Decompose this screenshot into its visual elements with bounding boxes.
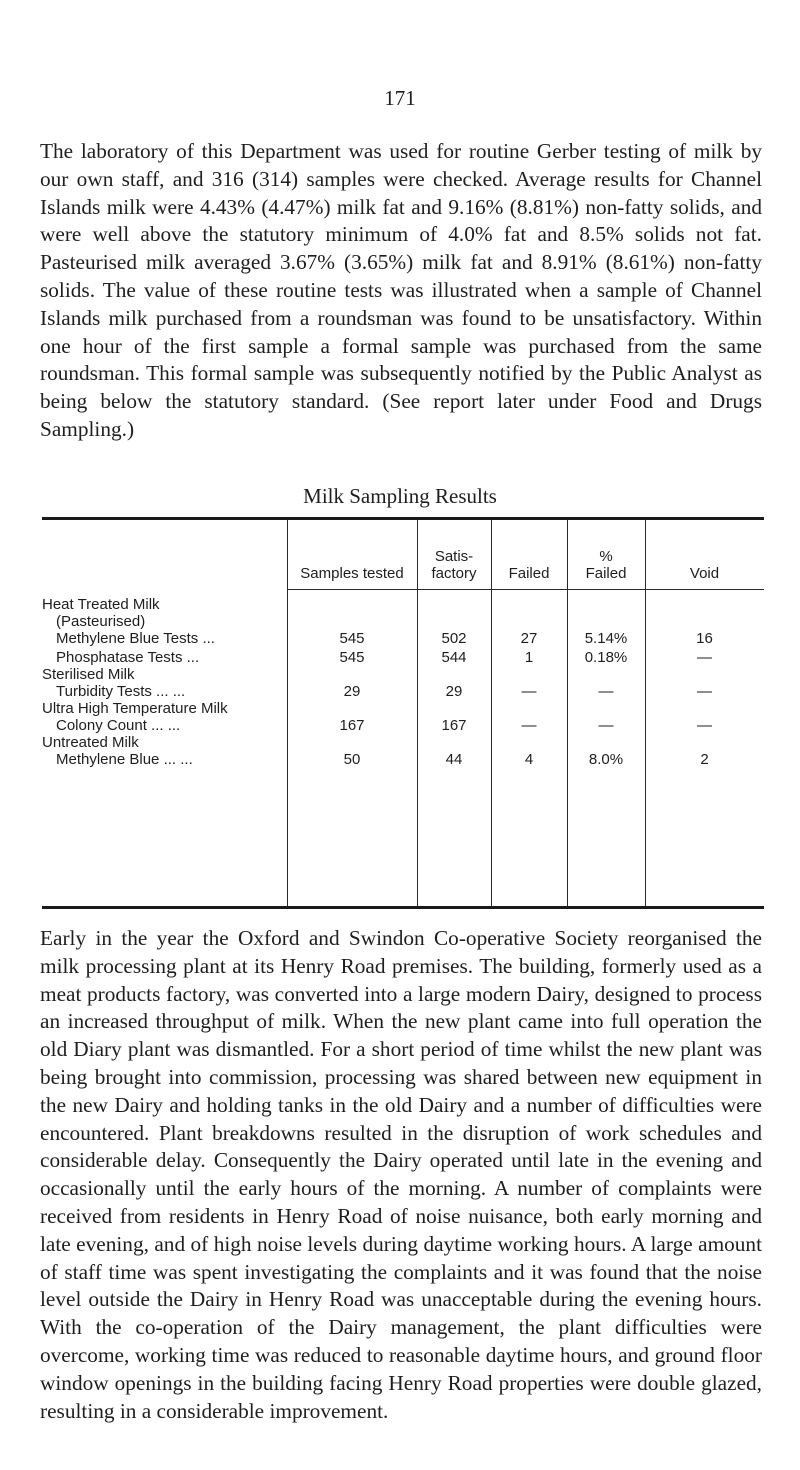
cell-failed: — <box>521 683 537 700</box>
cell-void: 2 <box>700 751 709 768</box>
cell-void: — <box>697 683 712 700</box>
table-bottom-rule <box>42 906 764 909</box>
cell-percent-failed: — <box>598 717 614 734</box>
cell-samples: 545 <box>339 649 365 666</box>
cell-percent-failed: 8.0% <box>588 751 624 768</box>
cell-void: 16 <box>696 630 713 647</box>
row-group-label: (Pasteurised) <box>56 613 146 630</box>
cell-failed: 4 <box>524 751 534 768</box>
table-title: Milk Sampling Results <box>303 484 497 508</box>
row-group-label: Ultra High Temperature Milk <box>42 700 228 717</box>
row-label-methylene-blue-tests: Methylene Blue Tests ... <box>56 630 215 647</box>
cell-satisfactory: 44 <box>445 751 463 768</box>
header-samples-tested: Samples tested <box>300 565 404 582</box>
dairy-paragraph: Early in the year the Oxford and Swindon Co-operative Society reorganised the milk processing plant at its Henry Road premises. The building, formerly used as a meat products factory, was converted into a large modern Dairy, designed to process an increased throughput of milk. When the new plant came into full operation the old Diary plant was dismantled. For a short period of time whilst the new plant was being brought into commission, processing was shared between new equipment in the new Dairy and holding tanks in the old Dairy and a number of difficulties were encountered. Plant breakdowns resulted in the disruption of work schedules and considerable delay. Consequently the Dairy operated until late in the evening and occasionally until the early hours of the morning. A number of complaints were received from residents in Henry Road of noise nuisance, both early morning and late evening, and of high noise levels during daytime working hours. A large amount of staff time was spent investigating the complaints and it was found that the noise level outside the Dairy in Henry Road was unacceptable during the evening hours. With the co-operation of the Dairy management, the plant difficulties were overcome, working time was reduced to reasonable daytime hours, and ground floor window openings in the building facing Henry Road properties were double glazed, resulting in a considerable improvement. <box>40 926 762 1423</box>
header-failed: Failed <box>508 565 550 582</box>
header-void: Void <box>689 565 720 582</box>
cell-samples: 167 <box>339 717 365 734</box>
cell-satisfactory: 502 <box>441 630 467 647</box>
cell-satisfactory: 29 <box>445 683 463 700</box>
cell-failed: 27 <box>520 630 538 647</box>
cell-void: — <box>697 649 712 666</box>
row-label-colony-count: Colony Count ... ... <box>56 717 181 734</box>
row-group-label: Heat Treated Milk <box>42 596 160 613</box>
cell-failed: — <box>521 717 537 734</box>
cell-percent-failed: — <box>598 683 614 700</box>
cell-failed: 1 <box>524 649 534 666</box>
cell-satisfactory: 167 <box>441 717 467 734</box>
header-underline <box>287 589 764 590</box>
cell-samples: 545 <box>339 630 365 647</box>
intro-paragraph: The laboratory of this Department was used for routine Gerber testing of milk by our own staff, and 316 (314) samples were checked. Average results for Channel Islands milk were 4.43% (4.47%) milk fat and 9.16% (8.81%) non-fatty solids, and were well above the statutory minimum of 4.0% fat and 8.5% solids not fat. Pasteurised milk averaged 3.67% (3.65%) milk fat and 8.91% (8.61%) non-fatty solids. The value of these routine tests was illustrated when a sample of Channel Islands milk purchased from a roundsman was found to be unsatisfactory. Within one hour of the first sample a formal sample was purchased from the same roundsman. This formal sample was subsequently notified by the Public Analyst as being below the statutory standard. (See report later under Food and Drugs Sampling.) <box>40 139 762 441</box>
cell-percent-failed: 5.14% <box>584 630 628 647</box>
cell-satisfactory: 544 <box>441 649 467 666</box>
row-group-label: Sterilised Milk <box>42 666 135 683</box>
milk-sampling-table <box>42 517 764 911</box>
row-group-label: Untreated Milk <box>42 734 139 751</box>
header-satisfactory: Satis- factory <box>431 548 477 582</box>
cell-void: — <box>697 717 712 734</box>
header-percent-failed: % Failed <box>585 548 627 582</box>
row-label-phosphatase-tests: Phosphatase Tests ... <box>56 649 200 666</box>
page-number: 171 <box>384 86 416 110</box>
row-label-turbidity-tests: Turbidity Tests ... ... <box>56 683 186 700</box>
cell-samples: 50 <box>343 751 361 768</box>
cell-samples: 29 <box>343 683 361 700</box>
cell-percent-failed: 0.18% <box>584 649 628 666</box>
row-label-methylene-blue: Methylene Blue ... ... <box>56 751 193 768</box>
